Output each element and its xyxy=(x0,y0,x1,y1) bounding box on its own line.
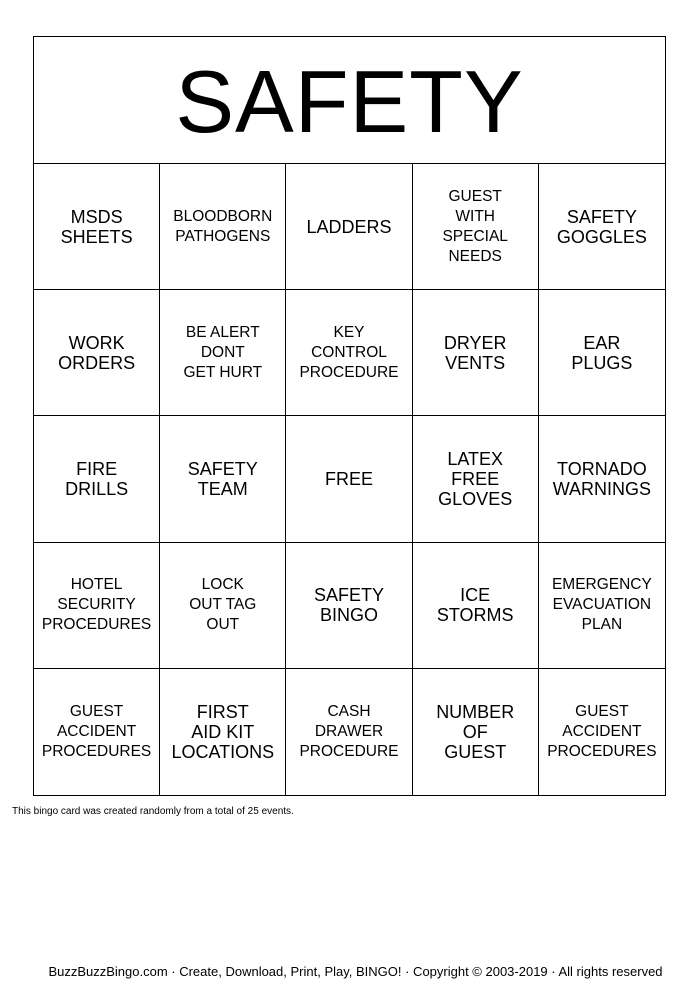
bingo-cell: FIRE DRILLS xyxy=(34,416,160,542)
bingo-cell: BE ALERT DONT GET HURT xyxy=(160,290,286,416)
bingo-cell: KEY CONTROL PROCEDURE xyxy=(286,290,412,416)
bingo-cell: LATEX FREE GLOVES xyxy=(413,416,539,542)
bingo-cell: EMERGENCY EVACUATION PLAN xyxy=(539,543,665,669)
bingo-cell: HOTEL SECURITY PROCEDURES xyxy=(34,543,160,669)
bingo-cell: EAR PLUGS xyxy=(539,290,665,416)
bingo-cell: CASH DRAWER PROCEDURE xyxy=(286,669,412,795)
bingo-cell: LOCK OUT TAG OUT xyxy=(160,543,286,669)
card-title: SAFETY xyxy=(175,52,524,151)
bingo-grid xyxy=(34,164,665,795)
bingo-cell: MSDS SHEETS xyxy=(34,164,160,290)
bingo-cell: GUEST WITH SPECIAL NEEDS xyxy=(413,164,539,290)
bingo-cell: BLOODBORN PATHOGENS xyxy=(160,164,286,290)
title-row xyxy=(34,37,665,164)
bingo-cell: SAFETY BINGO xyxy=(286,543,412,669)
bingo-cell: GUEST ACCIDENT PROCEDURES xyxy=(547,702,657,760)
bingo-cell: LADDERS xyxy=(286,164,412,290)
generation-note: This bingo card was created randomly from a total of 25 events. xyxy=(12,806,294,817)
bingo-card xyxy=(33,36,666,796)
bingo-cell: FIRST AID KIT LOCATIONS xyxy=(160,669,286,795)
bingo-cell: WORK ORDERS xyxy=(34,290,160,416)
bingo-cell: ICE STORMS xyxy=(413,543,539,669)
bingo-cell: TORNADO WARNINGS xyxy=(539,416,665,542)
bingo-cell: NUMBER OF GUEST xyxy=(413,669,539,795)
footer-credits: BuzzBuzzBingo.com · Create, Download, Print, Play, BINGO! · Copyright © 2003-2019 · All rights reserved xyxy=(48,964,663,979)
bingo-cell: GUEST ACCIDENT PROCEDURES xyxy=(34,669,160,795)
bingo-cell-free: FREE xyxy=(286,416,412,542)
bingo-cell: SAFETY TEAM xyxy=(160,416,286,542)
bingo-cell: DRYER VENTS xyxy=(413,290,539,416)
bingo-cell: SAFETY GOGGLES xyxy=(539,164,665,290)
